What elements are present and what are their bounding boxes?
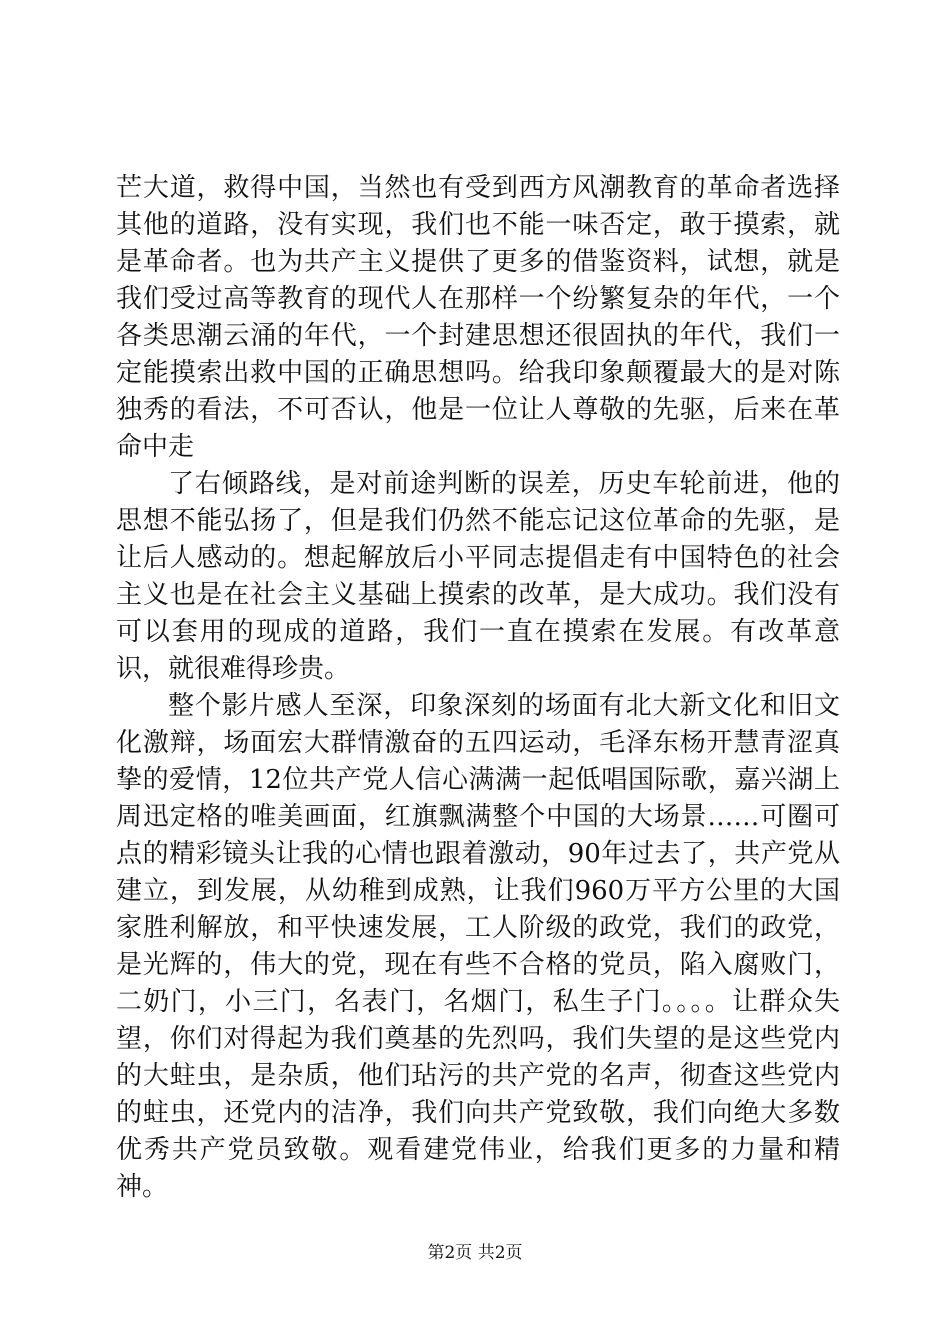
page-number-footer: 第2页 共2页 <box>427 1243 523 1263</box>
paragraph-2: 了右倾路线，是对前途判断的误差，历史车轮前进，他的思想不能弘扬了，但是我们仍然不能忘记这位革命的先驱，是让后人感动的。想起解放后小平同志提倡走有中国特色的社会主义也是在社会主义基础上摸索的改革，是大成功。我们没有可以套用的现成的道路，我们一直在摸索在发展。有改革意识，就很难得珍贵。 <box>116 469 840 684</box>
paragraph-1: 芒大道，救得中国，当然也有受到西方风潮教育的革命者选择其他的道路，没有实现，我们也不能一味否定，敢于摸索，就是革命者。也为共产主义提供了更多的借鉴资料，试想，就是我们受过高等教育的现代人在那样一个纷繁复杂的年代，一个各类思潮云涌的年代，一个封建思想还很固执的年代，我们一定能摸索出救中国的正确思想吗。给我印象颠覆最大的是对陈独秀的看法，不可否认，他是一位让人尊敬的先驱，后来在革命中走 <box>116 173 840 462</box>
paragraph-3: 整个影片感人至深，印象深刻的场面有北大新文化和旧文化激辩，场面宏大群情激奋的五四运动，毛泽东杨开慧青涩真挚的爱情，12位共产党人信心满满一起低唱国际歌，嘉兴湖上周迅定格的唯美画面，红旗飘满整个中国的大场景……可圈可点的精彩镜头让我的心情也跟着激动，90年过去了，共产党从建立，到发展，从幼稚到成熟，让我们960万平方公里的大国家胜利解放，和平快速发展，工人阶级的政党，我们的政党，是光辉的，伟大的党，现在有些不合格的党员，陷入腐败门，二奶门，小三门，名表门，名烟门，私生子门。。。。让群众失望，你们对得起为我们奠基的先烈吗，我们失望的是这些党内的大蛀虫，是杂质，他们玷污的共产党的名声，彻查这些党内的蛀虫，还党内的洁净，我们向共产党致敬，我们向绝大多数优秀共产党员致敬。观看建党伟业，给我们更多的力量和精神。 <box>116 691 840 1202</box>
document-body <box>116 170 840 1206</box>
